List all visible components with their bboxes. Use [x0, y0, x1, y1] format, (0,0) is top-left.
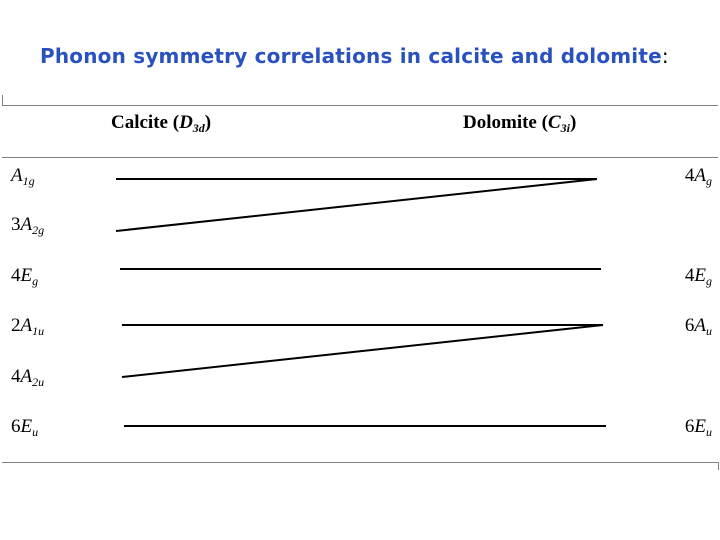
dolomite-mode-label: $6A_u$: [684, 315, 712, 338]
dolomite-point-group-sub: 3i: [560, 121, 570, 135]
dolomite-mode-label: $6E_u$: [684, 416, 712, 439]
calcite-mode-label: $6E_u$: [11, 416, 39, 439]
title-text: Phonon symmetry correlations in calcite and dolomite: [40, 44, 662, 68]
correlation-line-c1-d0: [116, 179, 597, 231]
calcite-mode-label: $A_{1g}$: [11, 165, 35, 188]
calcite-mode-label: $3A_{2g}$: [11, 214, 45, 237]
dolomite-column-header: Dolomite $(C_{3i})$: [463, 112, 577, 135]
correlation-line-c4-d2: [122, 325, 603, 377]
dolomite-point-group: C: [547, 112, 561, 133]
calcite-mode-label: $4A_{2u}$: [11, 366, 45, 389]
calcite-name: Calcite: [111, 112, 168, 133]
dolomite-name: Dolomite: [463, 112, 537, 133]
dolomite-mode-label: $4E_g$: [684, 265, 712, 288]
calcite-mode-label: $4E_g$: [11, 265, 39, 288]
calcite-point-group: D: [179, 112, 193, 133]
dolomite-mode-label: $4A_g$: [684, 165, 712, 188]
calcite-point-group-sub: 3d: [192, 121, 205, 135]
calcite-column-header: Calcite $(D_{3d})$: [111, 112, 212, 135]
calcite-mode-label: $2A_{1u}$: [11, 315, 45, 338]
title-colon: :: [661, 44, 669, 68]
